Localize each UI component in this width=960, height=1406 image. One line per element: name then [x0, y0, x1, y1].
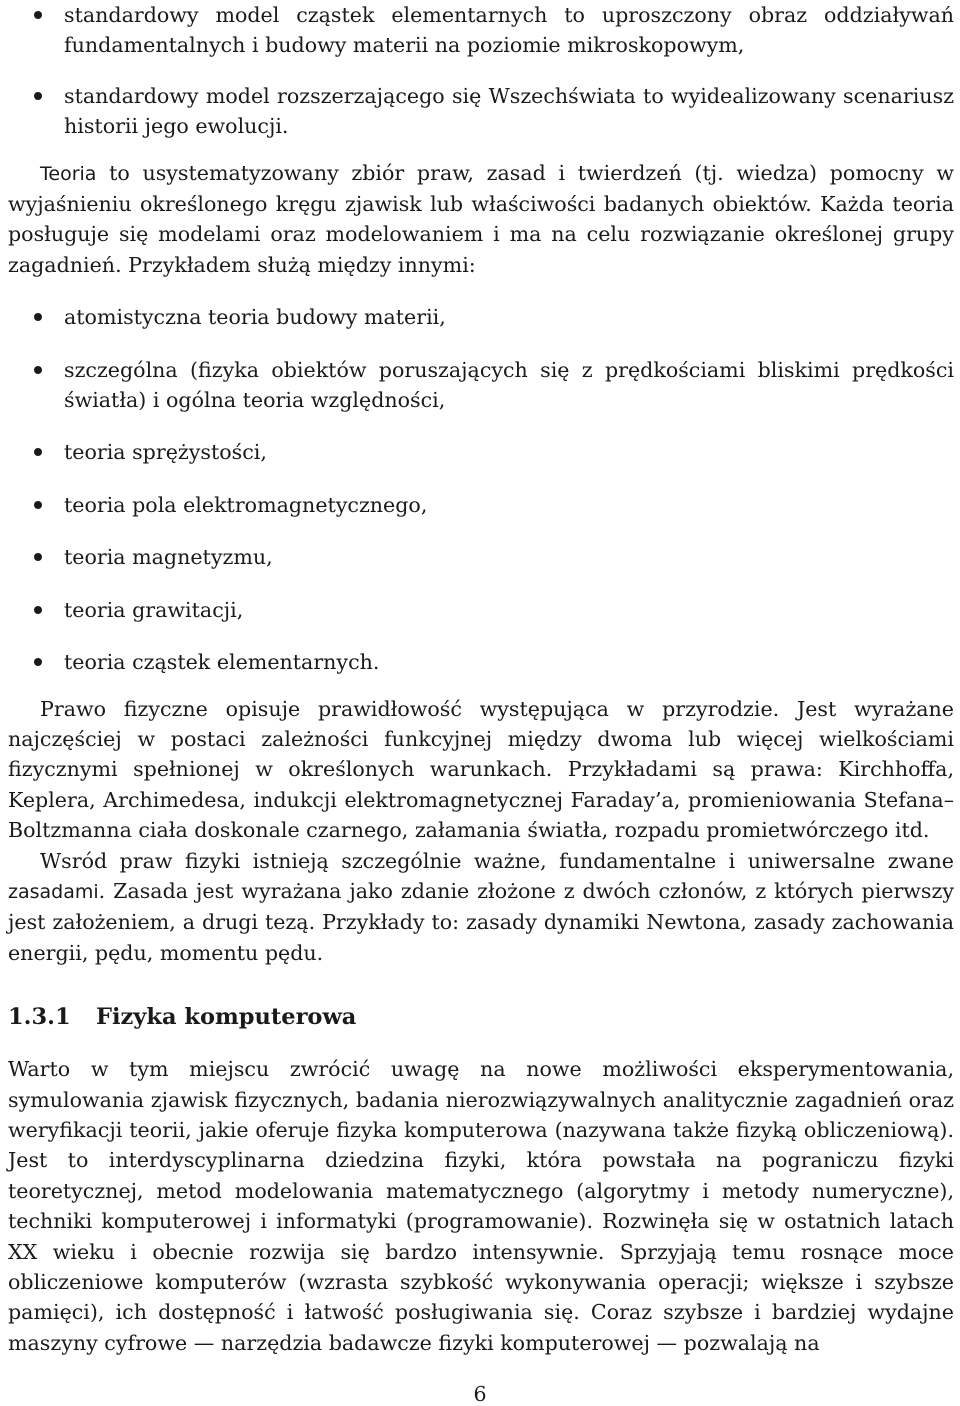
- theory-paragraph: [8, 158, 954, 281]
- list-item: [64, 0, 954, 61]
- theory-term: Teoria: [40, 162, 97, 185]
- computational-physics-paragraph: Warto w tym miejscu zwrócić uwagę na nowe możliwości eksperymentowania, symulowania zjawisk fizycznych, badania nierozwiązywalnych analitycznie zagadnień oraz weryfikacji teorii, jakie oferuje fizyka komputerowa (nazywana także fizyką obliczeniową). Jest to interdyscyplinarna dziedzina fizyki, która powstała na pograniczu fizyki teoretycznej, metod modelowania matematycznego (algorytmy i metody numeryczne), techniki komputerowej i informatyki (programowanie). Rozwinęła się w ostatnich latach XX wieku i obecnie rozwija się bardzo intensywnie. Sprzyjają temu rosnące moce obliczeniowe komputerów (wzrasta szybkość wykonywania operacji; większe i szybsze pamięci), ich dostępność i łatwość posługiwania się. Coraz szybsze i bardziej wydajne maszyny cyfrowe — narzędzia badawcze fizyki komputerowej — pozwalają na: [8, 1057, 954, 1355]
- list-item: [64, 647, 954, 677]
- section-number: 1.3.1: [8, 1004, 71, 1031]
- list-item-text: szczególna (fizyka obiektów poruszających się z prędkościami bliskimi prędkości światła) i ogólna teoria względności,: [64, 357, 954, 413]
- list-item-text: teoria sprężystości,: [64, 440, 267, 465]
- list-item-text: atomistyczna teoria budowy materii,: [64, 305, 446, 330]
- list-item: [64, 437, 954, 467]
- law-paragraph: Prawo fizyczne opisuje prawidłowość występująca w przyrodzie. Jest wyrażane najczęściej w postaci zależności funkcyjnej między dwoma lub więcej wielkościami fizycznymi spełnionej w określonych warunkach. Przykładami są prawa: Kirchhoffa, Keplera, Archimedesa, indukcji elektromagnetycznej Faraday’a, promieniowania Stefana–Boltzmanna ciała doskonale czarnego, załamania światła, rozpadu promietwórczego itd.: [8, 696, 954, 843]
- principles-paragraph: [8, 846, 954, 969]
- list-item-text: teoria cząstek elementarnych.: [64, 650, 380, 675]
- theory-examples-list: [8, 302, 954, 677]
- theory-text: to usystematyzowany zbiór praw, zasad i twierdzeń (tj. wiedza) pomocny w wyjaśnieniu określonego kręgu zjawisk lub właściwości badanych obiektów. Każda teoria posługuje się modelami oraz modelowaniem i ma na celu rozwiązanie określonej grupy zagadnień. Przykładem służą między innymi:: [8, 160, 954, 277]
- principles-term: zasadami: [8, 880, 99, 903]
- list-item: [64, 302, 954, 332]
- list-item: [64, 595, 954, 625]
- section-heading: [8, 1002, 954, 1032]
- standard-models-list: [8, 0, 954, 142]
- principles-text-before: Wsród praw fizyki istnieją szczególnie ważne, fundamentalne i uniwersalne zwane: [40, 848, 954, 873]
- principles-text-after: . Zasada jest wyrażana jako zdanie złożone z dwóch członów, z których pierwszy jest założeniem, a drugi tezą. Przykłady to: zasady dynamiki Newtona, zasady zachowania energii, pędu, momentu pędu.: [8, 878, 954, 965]
- list-item: [64, 542, 954, 572]
- list-item-text: teoria magnetyzmu,: [64, 545, 273, 570]
- list-item-text: teoria pola elektromagnetycznego,: [64, 492, 428, 517]
- list-item-text: standardowy model rozszerzającego się Wszechświata to wyidealizowany scenariusz historii jego ewolucji.: [64, 83, 954, 139]
- page-number: 6: [473, 1382, 487, 1406]
- list-item: [64, 355, 954, 416]
- list-item-text: standardowy model cząstek elementarnych to uproszczony obraz oddziaływań fundamentalnych i budowy materii na poziomie mikroskopowym,: [64, 3, 954, 58]
- list-item: [64, 81, 954, 142]
- section-title: Fizyka komputerowa: [96, 1004, 357, 1031]
- list-item: [64, 490, 954, 520]
- list-item-text: teoria grawitacji,: [64, 597, 244, 622]
